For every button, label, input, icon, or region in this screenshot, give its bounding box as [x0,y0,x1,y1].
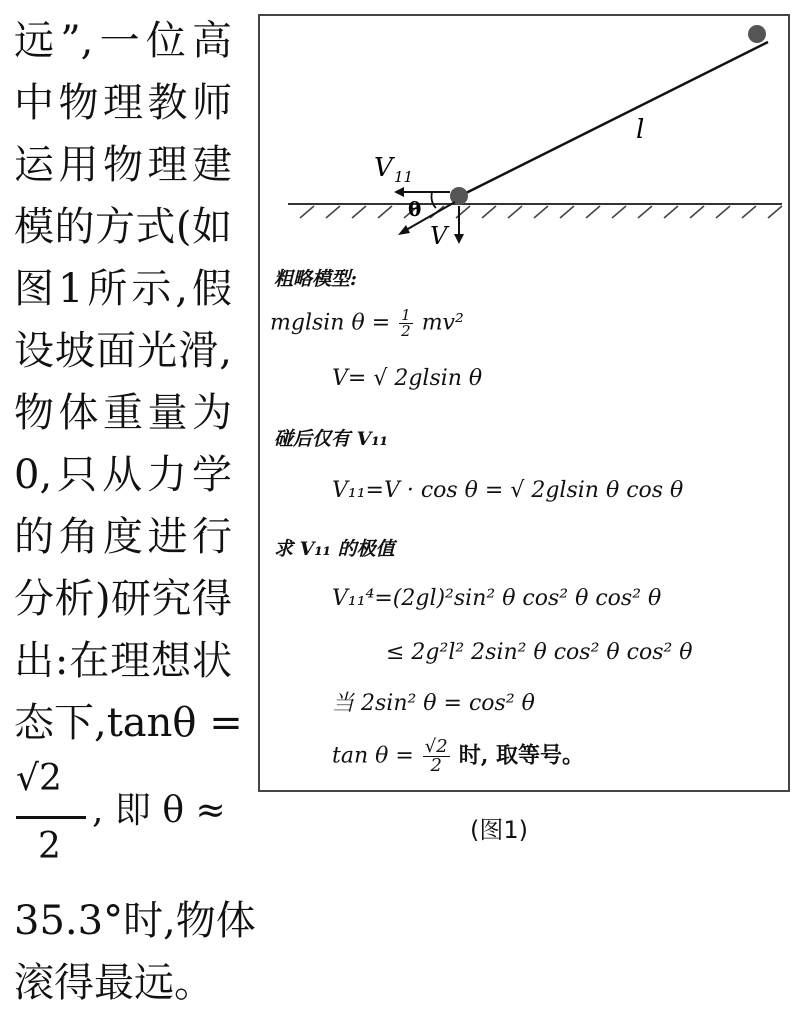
eq1-rhs: mv² [421,310,464,336]
label-l: l [636,115,645,145]
body-text-line: 物体重量为 [14,390,232,436]
eq7-fraction [423,738,450,775]
fraction-numerator: √2 [16,758,62,799]
label-v11-sub: 11 [394,168,414,186]
hatch-mark [586,206,600,218]
body-text-line: 态下,tanθ = [14,700,243,746]
fraction-tail-text: , 即 θ ≈ [92,790,226,831]
eq1-den: 2 [401,322,411,340]
eq1-lhs: mglsin θ = [270,310,391,336]
eq1-fraction [399,308,413,339]
eq1-num: 1 [401,306,411,324]
body-text-line: 0,只从力学 [14,452,232,498]
equation-condition: 当 2sin² θ = cos² θ [332,691,535,716]
angle-arc [432,192,437,208]
fraction-bar [16,816,86,819]
label-theta: θ [408,197,422,221]
ground-hatching [300,206,782,218]
equation-tan [332,738,584,775]
label-v11: V [374,153,393,183]
equation-energy [270,308,464,339]
hatch-mark [508,206,522,218]
body-text-line: 远”,一位高 [14,18,232,64]
hatch-mark [534,206,548,218]
figure-diagram [260,16,792,794]
eq7-den: 2 [430,755,442,776]
eq7-rhs: 时, 取等号。 [458,742,585,769]
body-text-line: 设坡面光滑, [14,328,232,374]
equation-inequality: ≤ 2g²l² 2sin² θ cos² θ cos² θ [386,640,693,665]
body-text-line: 分析)研究得 [14,576,232,622]
label-v: V [430,222,448,250]
body-text-line: 图1所示,假 [14,266,232,312]
hatch-mark [690,206,704,218]
fraction-denominator: 2 [38,826,61,867]
ball-top [748,25,766,43]
body-text-column [14,10,256,1014]
v-arrowhead [398,225,410,235]
body-text-line: 中物理教师 [14,80,232,126]
equation-velocity: V= √ 2glsin θ [332,366,483,391]
section-after-collision: 碰后仅有 V₁₁ [274,428,389,450]
section-extreme-value: 求 V₁₁ 的极值 [274,538,395,560]
body-text-line: 35.3°时,物体 [14,898,256,944]
hatch-mark [352,206,366,218]
eq7-lhs: tan θ = [332,743,414,769]
hatch-mark [716,206,730,218]
down-arrowhead [454,234,464,244]
hatch-mark [300,206,314,218]
hatch-mark [560,206,574,218]
hatch-mark [768,206,782,218]
equation-v11-fourth: V₁₁⁴=(2gl)²sin² θ cos² θ cos² θ [332,586,662,611]
body-text-line: 的角度进行 [14,514,232,560]
hatch-mark [638,206,652,218]
eq7-num: √2 [424,736,448,757]
hatch-mark [664,206,678,218]
hatch-mark [326,206,340,218]
v11-arrowhead [394,187,404,197]
body-text-line: 模的方式(如 [14,204,232,250]
hatch-mark [378,206,392,218]
body-text-line: 运用物理建 [14,142,232,188]
tan-fraction-block [14,754,232,890]
body-text-line: 滚得最远。 [14,960,214,1006]
figure-1-frame [258,14,790,792]
body-text-line: 出:在理想状 [14,638,232,684]
section-rough-model: 粗略模型: [274,268,358,290]
figure-caption: (图1) [470,816,528,844]
hatch-mark [612,206,626,218]
hatch-mark [742,206,756,218]
slope-line [460,42,768,196]
equation-v11: V₁₁=V · cos θ = √ 2glsin θ cos θ [332,478,684,503]
hatch-mark [482,206,496,218]
